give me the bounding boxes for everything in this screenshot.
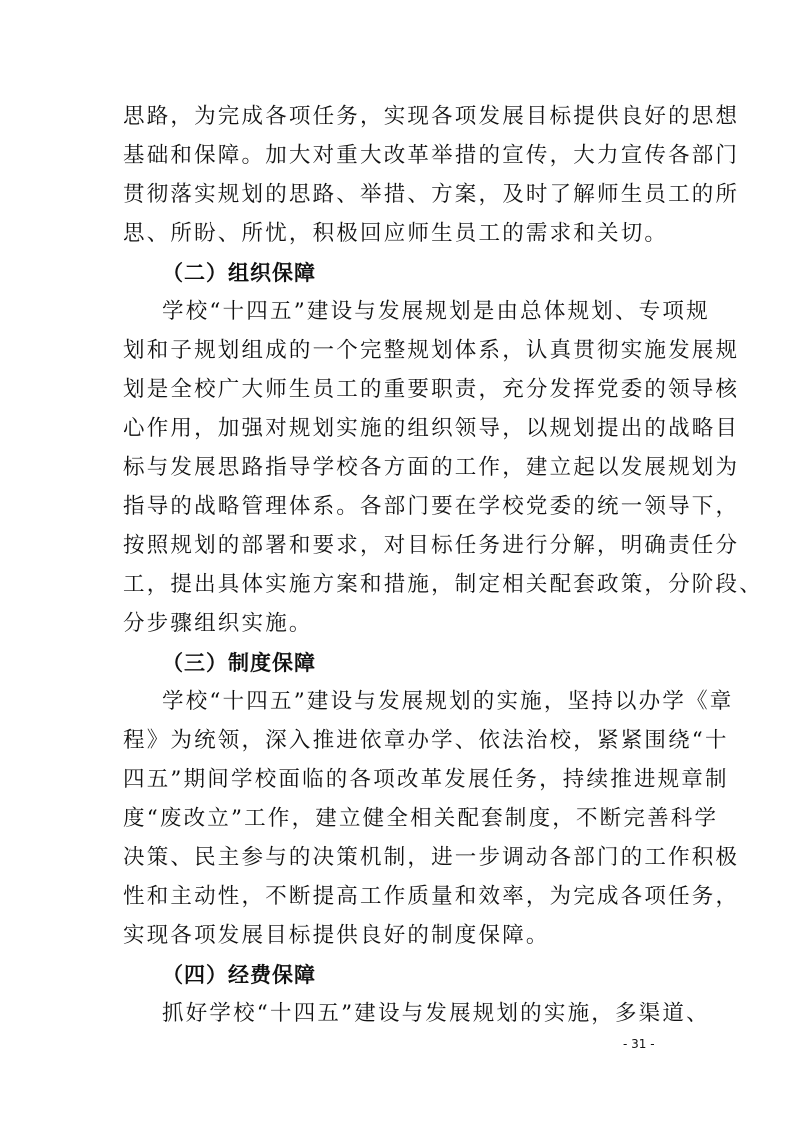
paragraph-line: 思、所盼、所忧，积极回应师生员工的需求和关切。 bbox=[123, 221, 669, 246]
paragraph-line: 思路，为完成各项任务，实现各项发展目标提供良好的思想 bbox=[123, 104, 740, 129]
paragraph-line: 四五”期间学校面临的各项改革发展任务，持续推进规章制 bbox=[123, 767, 729, 792]
paragraph-line: 工，提出具体实施方案和措施，制定相关配套政策，分阶段、 bbox=[123, 572, 763, 597]
paragraph-line: 标与发展思路指导学校各方面的工作，建立起以发展规划为 bbox=[123, 455, 740, 480]
paragraph-line: 度“废改立”工作，建立健全相关配套制度，不断完善科学 bbox=[123, 806, 719, 831]
page-number: - 31 - bbox=[623, 1037, 655, 1051]
section-heading-funding: （四）经费保障 bbox=[162, 963, 316, 987]
paragraph-line: 贯彻落实规划的思路、举措、方案，及时了解师生员工的所 bbox=[123, 182, 740, 207]
paragraph-line: 心作用，加强对规划实施的组织领导，以规划提出的战略目 bbox=[123, 416, 740, 441]
paragraph-line: 学校“十四五”建设与发展规划是由总体规划、专项规 bbox=[162, 299, 710, 324]
paragraph-line: 指导的战略管理体系。各部门要在学校党委的统一领导下， bbox=[123, 494, 740, 519]
paragraph-line: 基础和保障。加大对重大改革举措的宣传，大力宣传各部门 bbox=[123, 143, 740, 168]
paragraph-line: 抓好学校“十四五”建设与发展规划的实施，多渠道、 bbox=[162, 1001, 710, 1026]
paragraph-line: 分步骤组织实施。 bbox=[123, 611, 313, 636]
paragraph-line: 决策、民主参与的决策机制，进一步调动各部门的工作积极 bbox=[123, 845, 740, 870]
paragraph-line: 实现各项发展目标提供良好的制度保障。 bbox=[123, 923, 550, 948]
section-heading-organization: （二）组织保障 bbox=[162, 261, 316, 285]
paragraph-line: 学校“十四五”建设与发展规划的实施，坚持以办学《章 bbox=[162, 689, 734, 714]
paragraph-line: 按照规划的部署和要求，对目标任务进行分解，明确责任分 bbox=[123, 533, 740, 558]
paragraph-line: 程》为统领，深入推进依章办学、依法治校，紧紧围绕“十 bbox=[123, 728, 729, 753]
paragraph-line: 划和子规划组成的一个完整规划体系，认真贯彻实施发展规 bbox=[123, 338, 740, 363]
section-heading-system: （三）制度保障 bbox=[162, 651, 316, 675]
paragraph-line: 划是全校广大师生员工的重要职责，充分发挥党委的领导核 bbox=[123, 377, 740, 402]
paragraph-line: 性和主动性，不断提高工作质量和效率，为完成各项任务， bbox=[123, 884, 740, 909]
